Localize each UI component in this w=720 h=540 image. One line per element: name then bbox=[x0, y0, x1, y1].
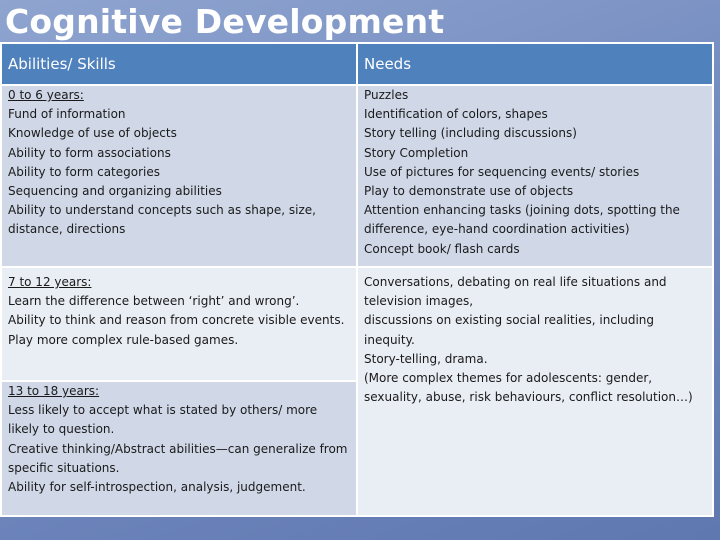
need-item: Use of pictures for sequencing events/ stories bbox=[364, 164, 640, 179]
need-item: Identification of colors, shapes bbox=[364, 107, 548, 122]
ability-item: Ability to understand concepts such as shape, size, distance, directions bbox=[8, 203, 320, 237]
cognitive-development-table bbox=[0, 42, 714, 517]
need-item: Story telling (including discussions) bbox=[364, 126, 577, 141]
ability-item: Play more complex rule-based games. bbox=[8, 332, 239, 347]
need-item: Concept book/ flash cards bbox=[364, 241, 520, 256]
table-header-row bbox=[1, 43, 713, 85]
header-abilities-skills: Abilities/ Skills bbox=[1, 43, 357, 85]
ability-item: Sequencing and organizing abilities bbox=[8, 184, 222, 199]
table-row-7-12-years bbox=[1, 267, 713, 381]
ability-item: Ability to think and reason from concrete visible events. bbox=[8, 313, 345, 328]
need-item: discussions on existing social realities, including inequity. bbox=[364, 313, 658, 347]
ability-item: Ability to form categories bbox=[8, 164, 161, 179]
need-item: (More complex themes for adolescents: gender, sexuality, abuse, risk behaviours, conflict resolution…) bbox=[364, 371, 693, 405]
need-item: Conversations, debating on real life situations and television images, bbox=[364, 275, 671, 309]
abilities-cell-13-18 bbox=[1, 381, 357, 516]
need-item: Story-telling, drama. bbox=[364, 351, 488, 366]
ability-item: Knowledge of use of objects bbox=[8, 126, 177, 141]
need-item: Story Completion bbox=[364, 145, 469, 160]
age-range-label: 0 to 6 years: bbox=[8, 88, 84, 102]
page-title: Cognitive Development bbox=[5, 2, 445, 41]
need-item: Attention enhancing tasks (joining dots, spotting the difference, eye-hand coordination activities) bbox=[364, 203, 684, 237]
age-range-label: 13 to 18 years: bbox=[8, 384, 100, 398]
ability-item: Ability for self-introspection, analysis, judgement. bbox=[8, 480, 306, 495]
needs-cell-7-18 bbox=[357, 267, 713, 516]
needs-cell-0-6 bbox=[357, 85, 713, 267]
header-needs: Needs bbox=[357, 43, 713, 85]
need-item: Play to demonstrate use of objects bbox=[364, 184, 574, 199]
ability-item: Fund of information bbox=[8, 107, 126, 122]
table-row-0-6-years bbox=[1, 85, 713, 267]
ability-item: Ability to form associations bbox=[8, 145, 171, 160]
ability-item: Learn the difference between ‘right’ and wrong’. bbox=[8, 294, 300, 309]
ability-item: Creative thinking/Abstract abilities—can generalize from specific situations. bbox=[8, 441, 352, 475]
abilities-cell-0-6 bbox=[1, 85, 357, 267]
age-range-label: 7 to 12 years: bbox=[8, 275, 92, 289]
need-item: Puzzles bbox=[364, 88, 409, 102]
ability-item: Less likely to accept what is stated by others/ more likely to question. bbox=[8, 403, 321, 437]
abilities-cell-7-12 bbox=[1, 267, 357, 381]
